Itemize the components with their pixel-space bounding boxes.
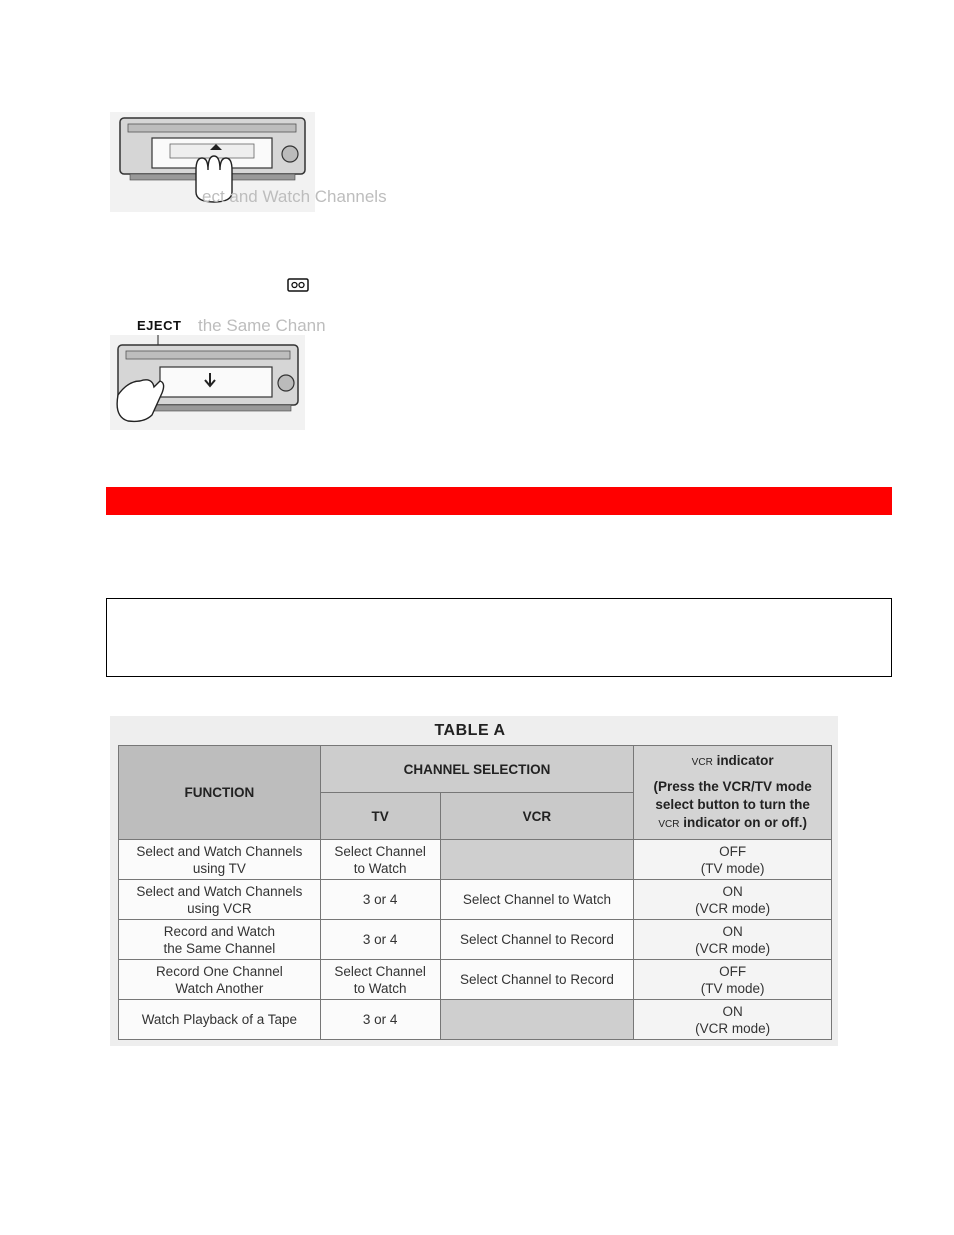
function-cell: Watch Playback of a Tape bbox=[119, 1000, 321, 1040]
function-cell: Select and Watch Channels using VCR bbox=[119, 880, 321, 920]
function-cell: Record and Watch the Same Channel bbox=[119, 920, 321, 960]
indicator-cell: ON (VCR mode) bbox=[634, 920, 832, 960]
note-box bbox=[106, 598, 892, 677]
table-header-row bbox=[119, 746, 832, 793]
figure-bleed-text: ect and Watch Channels bbox=[202, 187, 387, 206]
vcr-cell: Select Channel to Record bbox=[440, 920, 634, 960]
header-vcr: VCR bbox=[440, 793, 634, 840]
table-row bbox=[119, 880, 832, 920]
tv-cell: 3 or 4 bbox=[320, 880, 440, 920]
indicator-cell: OFF (TV mode) bbox=[634, 840, 832, 880]
table-row bbox=[119, 960, 832, 1000]
table-row bbox=[119, 920, 832, 960]
header-channel-selection: CHANNEL SELECTION bbox=[320, 746, 634, 793]
section-banner bbox=[106, 487, 892, 515]
vcr-cell: Select Channel to Watch bbox=[440, 880, 634, 920]
header-indicator: VCR indicator (Press the VCR/TV mode select button to turn the VCR indicator on or off.) bbox=[634, 746, 832, 840]
tv-cell: Select Channel to Watch bbox=[320, 840, 440, 880]
eject-label: EJECT bbox=[137, 318, 182, 333]
tv-cell: 3 or 4 bbox=[320, 920, 440, 960]
cassette-icon bbox=[287, 278, 309, 292]
figure-bleed-text-2: the Same Chann bbox=[198, 316, 326, 335]
header-tv: TV bbox=[320, 793, 440, 840]
table-title: TABLE A bbox=[434, 722, 506, 739]
indicator-cell: ON (VCR mode) bbox=[634, 880, 832, 920]
indicator-cell: ON (VCR mode) bbox=[634, 1000, 832, 1040]
tv-cell: Select Channel to Watch bbox=[320, 960, 440, 1000]
vcr-cell bbox=[440, 1000, 634, 1040]
tv-cell: 3 or 4 bbox=[320, 1000, 440, 1040]
indicator-cell: OFF (TV mode) bbox=[634, 960, 832, 1000]
vcr-cell: Select Channel to Record bbox=[440, 960, 634, 1000]
function-cell: Select and Watch Channels using TV bbox=[119, 840, 321, 880]
function-cell: Record One Channel Watch Another bbox=[119, 960, 321, 1000]
header-function: FUNCTION bbox=[119, 746, 321, 840]
vcr-eject-illustration bbox=[110, 335, 305, 430]
table-row bbox=[119, 1000, 832, 1040]
channel-table bbox=[118, 745, 832, 1040]
vcr-cell bbox=[440, 840, 634, 880]
table-row bbox=[119, 840, 832, 880]
